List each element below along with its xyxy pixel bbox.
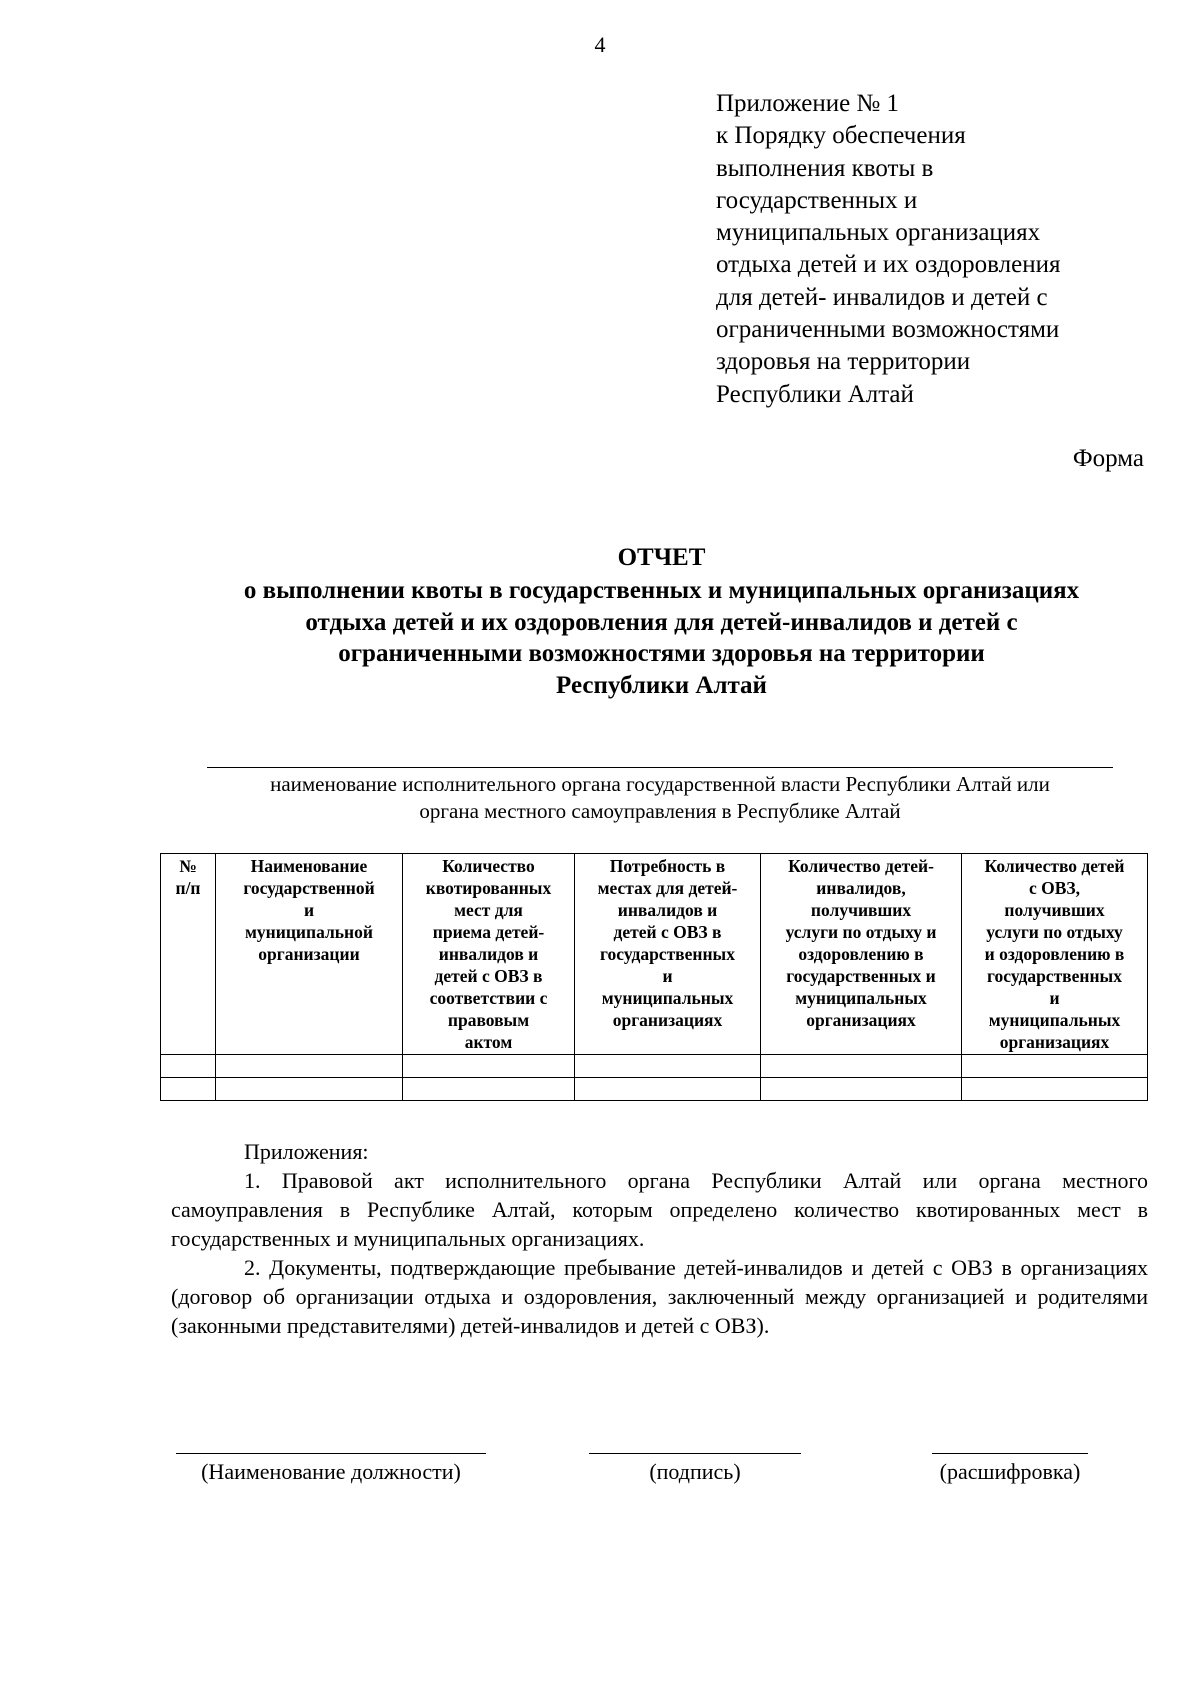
header-text-line: мест для [454,900,523,920]
header-text-line: с ОВЗ, [1028,878,1081,898]
table-cell [403,1055,575,1078]
header-number [161,854,216,1055]
attachment-item: 2. Документы, подтверждающие пребывание детей-инвалидов и детей с ОВЗ в организациях (договор об организации отдыха и оздоровления, заключенный между организацией и родителями (законными представителями) детей-инвалидов и детей с ОВЗ). [171,1255,1148,1338]
report-subtitle-line: отдыха детей и их оздоровления для детей-инвалидов и детей с [305,608,1018,636]
header-text-line: Количество детей [984,856,1125,876]
table-header-row [161,854,1148,1055]
header-text-line: организациях [806,1010,916,1030]
header-text-line: и оздоровлению в [984,944,1125,964]
attachments-section [171,1137,1148,1340]
header-text-line: государственных и [786,966,936,986]
header-text-line: организации [258,944,360,964]
header-text-line: муниципальных [988,1010,1121,1030]
header-text-line: получивших [810,900,912,920]
appendix-line: муниципальных организациях [716,219,1041,247]
decoding-caption: (расшифровка) [939,1459,1081,1484]
appendix-line: Приложение № 1 [716,90,900,117]
appendix-line: выполнения квоты в [716,154,934,182]
header-text-line: муниципальной [245,922,373,942]
appendix-reference [716,88,1156,411]
header-text-line: детей с ОВЗ в [434,966,543,986]
header-text-line: детей с ОВЗ в [613,922,722,942]
header-text-line: государственных [600,944,735,964]
table-cell [216,1055,403,1078]
header-places-need [575,854,761,1055]
table-row [161,1055,1148,1078]
header-text-line: п/п [175,878,201,898]
table-cell [161,1078,216,1101]
header-text-line: муниципальных [601,988,734,1008]
appendix-line: для детей- инвалидов и детей с [716,283,1048,311]
table-cell [575,1078,761,1101]
report-title: ОТЧЕТ [617,544,706,571]
header-ovz-children-served [962,854,1148,1055]
header-text-line: организациях [612,1010,723,1030]
header-text-line: приема детей- [432,922,545,942]
position-signature-line [176,1453,486,1454]
header-text-line: квотированных [425,878,552,898]
header-text-line: актом [464,1032,513,1052]
header-text-line: услуги по отдыху [986,922,1123,942]
header-text-line: и [1049,988,1060,1008]
header-text-line: правовым [447,1010,530,1030]
attachments-heading: Приложения: [244,1139,369,1164]
header-disabled-children-served [761,854,962,1055]
header-text-line: соответствии с [429,988,548,1008]
header-text-line: оздоровлению в [798,944,924,964]
page-number: 4 [594,32,606,57]
table-row [161,1078,1148,1101]
organization-caption-line: органа местного самоуправления в Республике Алтай [419,799,901,823]
quota-report-table [160,853,1148,1101]
signature-line [589,1453,801,1454]
appendix-line: государственных и [716,186,918,214]
table-cell [216,1078,403,1101]
header-text-line: инвалидов и [438,944,539,964]
header-text-line: инвалидов, [816,878,906,898]
header-text-line: Количество детей- [788,856,934,876]
decoding-signature-line [932,1453,1088,1454]
header-text-line: муниципальных [795,988,927,1008]
table-cell [962,1055,1148,1078]
header-quota-places [403,854,575,1055]
form-label: Форма [1072,445,1144,472]
organization-name-blank-line [207,767,1113,768]
position-caption: (Наименование должности) [201,1459,461,1484]
report-subtitle [150,575,1173,701]
table-cell [761,1078,962,1101]
signature-caption: (подпись) [649,1459,741,1484]
report-subtitle-line: ограниченными возможностями здоровья на территории [338,640,985,667]
header-text-line: Потребность в [609,856,726,876]
header-text-line: инвалидов и [617,900,718,920]
header-text-line: услуги по отдыху и [785,922,937,942]
report-subtitle-line: о выполнении квоты в государственных и муниципальных организациях [243,577,1080,604]
header-text-line: государственной [243,878,375,898]
header-text-line: организациях [999,1032,1110,1052]
table-cell [403,1078,575,1101]
header-text-line: Количество [442,856,535,876]
table-cell [161,1055,216,1078]
table-cell [575,1055,761,1078]
organization-caption-line: наименование исполнительного органа государственной власти Республики Алтай или [270,772,1050,796]
header-organization-name [216,854,403,1055]
appendix-line: отдыха детей и их оздоровления [716,251,1061,279]
organization-name-caption [190,771,1130,825]
attachment-item: 1. Правовой акт исполнительного органа Республики Алтай или органа местного самоуправления в Республике Алтай, которым определено количество квотированных мест в государственных и муниципальных организациях. [171,1168,1148,1251]
appendix-line: к Порядку обеспечения [716,122,966,150]
header-text-line: № [179,856,197,876]
report-subtitle-line: Республики Алтай [556,671,767,699]
header-text-line: и [662,966,673,986]
header-text-line: Наименование [250,856,368,876]
table-cell [962,1078,1148,1101]
table-cell [761,1055,962,1078]
appendix-line: Республики Алтай [716,380,914,408]
header-text-line: и [303,900,315,920]
appendix-line: ограниченными возможностями [716,316,1060,344]
header-text-line: получивших [1004,900,1105,920]
header-text-line: местах для детей- [597,878,738,898]
appendix-line: здоровья на территории [716,348,971,376]
header-text-line: государственных [987,966,1122,986]
